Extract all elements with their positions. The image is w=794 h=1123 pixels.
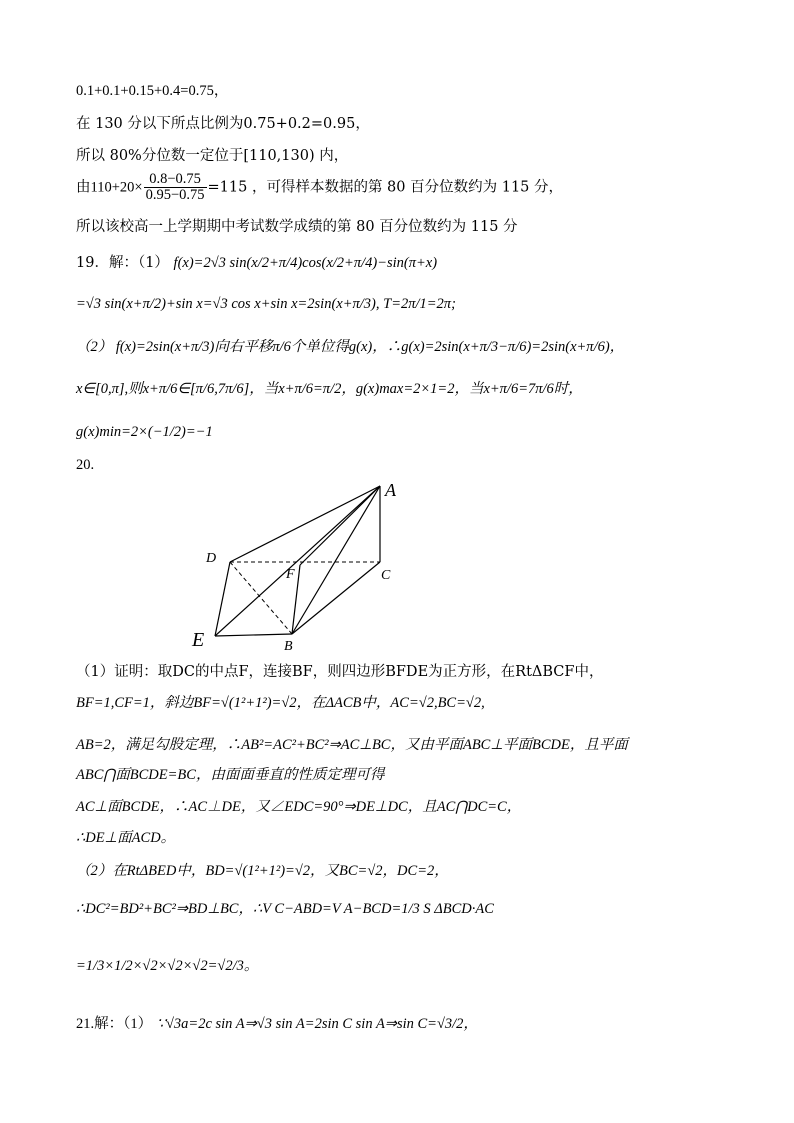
q20-line-8: ∴DC²=BD²+BC²⇒BD⊥BC，∴V C−ABD=V A−BCD=1/3 S ΔBCD·AC [76, 901, 494, 917]
q19-heading: 19．解：（1） [76, 255, 169, 271]
q19-line-4: x∈[0,π],则x+π/6∈[π/6,7π/6]，当x+π/6=π/2，g(x)max=2×1=2，当x+π/6=7π/6时， [76, 381, 583, 397]
q20-line-1: （1）证明：取DC的中点F，连接BF，则四边形BFDE为正方形，在RtΔBCF中， [76, 664, 604, 680]
q19-line-5: g(x)min=2×(−1/2)=−1 [76, 424, 213, 440]
vertex-E-label: E [192, 629, 205, 651]
line-proportion: 在 130 分以下所点比例为0.75+0.2=0.95， [76, 116, 370, 132]
line-sum: 0.1+0.1+0.15+0.4=0.75， [76, 83, 229, 99]
q19-expr-f: f(x)=2√3 sin(x/2+π/4)cos(x/2+π/4)−sin(π+x) [173, 255, 438, 271]
q21-heading: 21.解：（1） [76, 1016, 153, 1032]
q19-line-3: （2） f(x)=2sin(x+π/3)向右平移π/6个单位得g(x)，∴g(x)=2sin(x+π/3−π/6)=2sin(x+π/6)， [76, 339, 625, 355]
vertex-D-label: D [206, 551, 217, 566]
q20-heading: 20. [76, 457, 95, 473]
vertex-B-label: B [284, 639, 293, 654]
calc-suffix: =115 ，可得样本数据的第 80 百分位数约为 115 分， [207, 179, 564, 196]
q20-line-4: ABC⋂面BCDE=BC，由面面垂直的性质定理可得 [76, 767, 385, 783]
point-F-label: F [286, 567, 295, 582]
q20-line-9: =1/3×1/2×√2×√2×√2=√2/3。 [76, 958, 259, 974]
q20-line-7: （2）在RtΔBED中，BD=√(1²+1²)=√2，又BC=√2，DC=2， [76, 863, 449, 879]
q19-line-1 [76, 254, 437, 272]
line-percentile-calc [76, 172, 563, 203]
q21-expr: ∵√3a=2c sin A⇒√3 sin A=2sin C sin A⇒sin C=√3/2， [156, 1016, 478, 1032]
q20-line-3: AB=2，满足勾股定理，∴AB²=AC²+BC²⇒AC⊥BC，又由平面ABC⊥平面BCDE，且平面 [76, 737, 628, 753]
calc-numerator: 0.8−0.75 [144, 172, 207, 188]
calc-denominator: 0.95−0.75 [145, 187, 205, 203]
line-percentile-range: 所以 80%分位数一定位于[110,130) 内， [76, 148, 349, 164]
calc-fraction [144, 172, 207, 203]
q21-line-1 [76, 1015, 478, 1033]
q19-line-2: =√3 sin(x+π/2)+sin x=√3 cos x+sin x=2sin(x+π/3), T=2π/1=2π; [76, 296, 456, 312]
vertex-A-label: A [385, 480, 396, 500]
calc-prefix: 由110+20× [76, 179, 143, 196]
line-conclusion: 所以该校高一上学期期中考试数学成绩的第 80 百分位数约为 115 分 [76, 219, 518, 235]
q20-line-5: AC⊥面BCDE，∴AC⊥DE，又∠EDC=90°⇒DE⊥DC，且AC⋂DC=C， [76, 799, 522, 815]
q20-line-2: BF=1,CF=1，斜边BF=√(1²+1²)=√2，在ΔACB中，AC=√2,BC=√2, [76, 695, 485, 711]
vertex-C-label: C [381, 568, 391, 583]
pyramid-figure [180, 474, 420, 654]
q20-line-6: ∴DE⊥面ACD。 [76, 830, 176, 846]
